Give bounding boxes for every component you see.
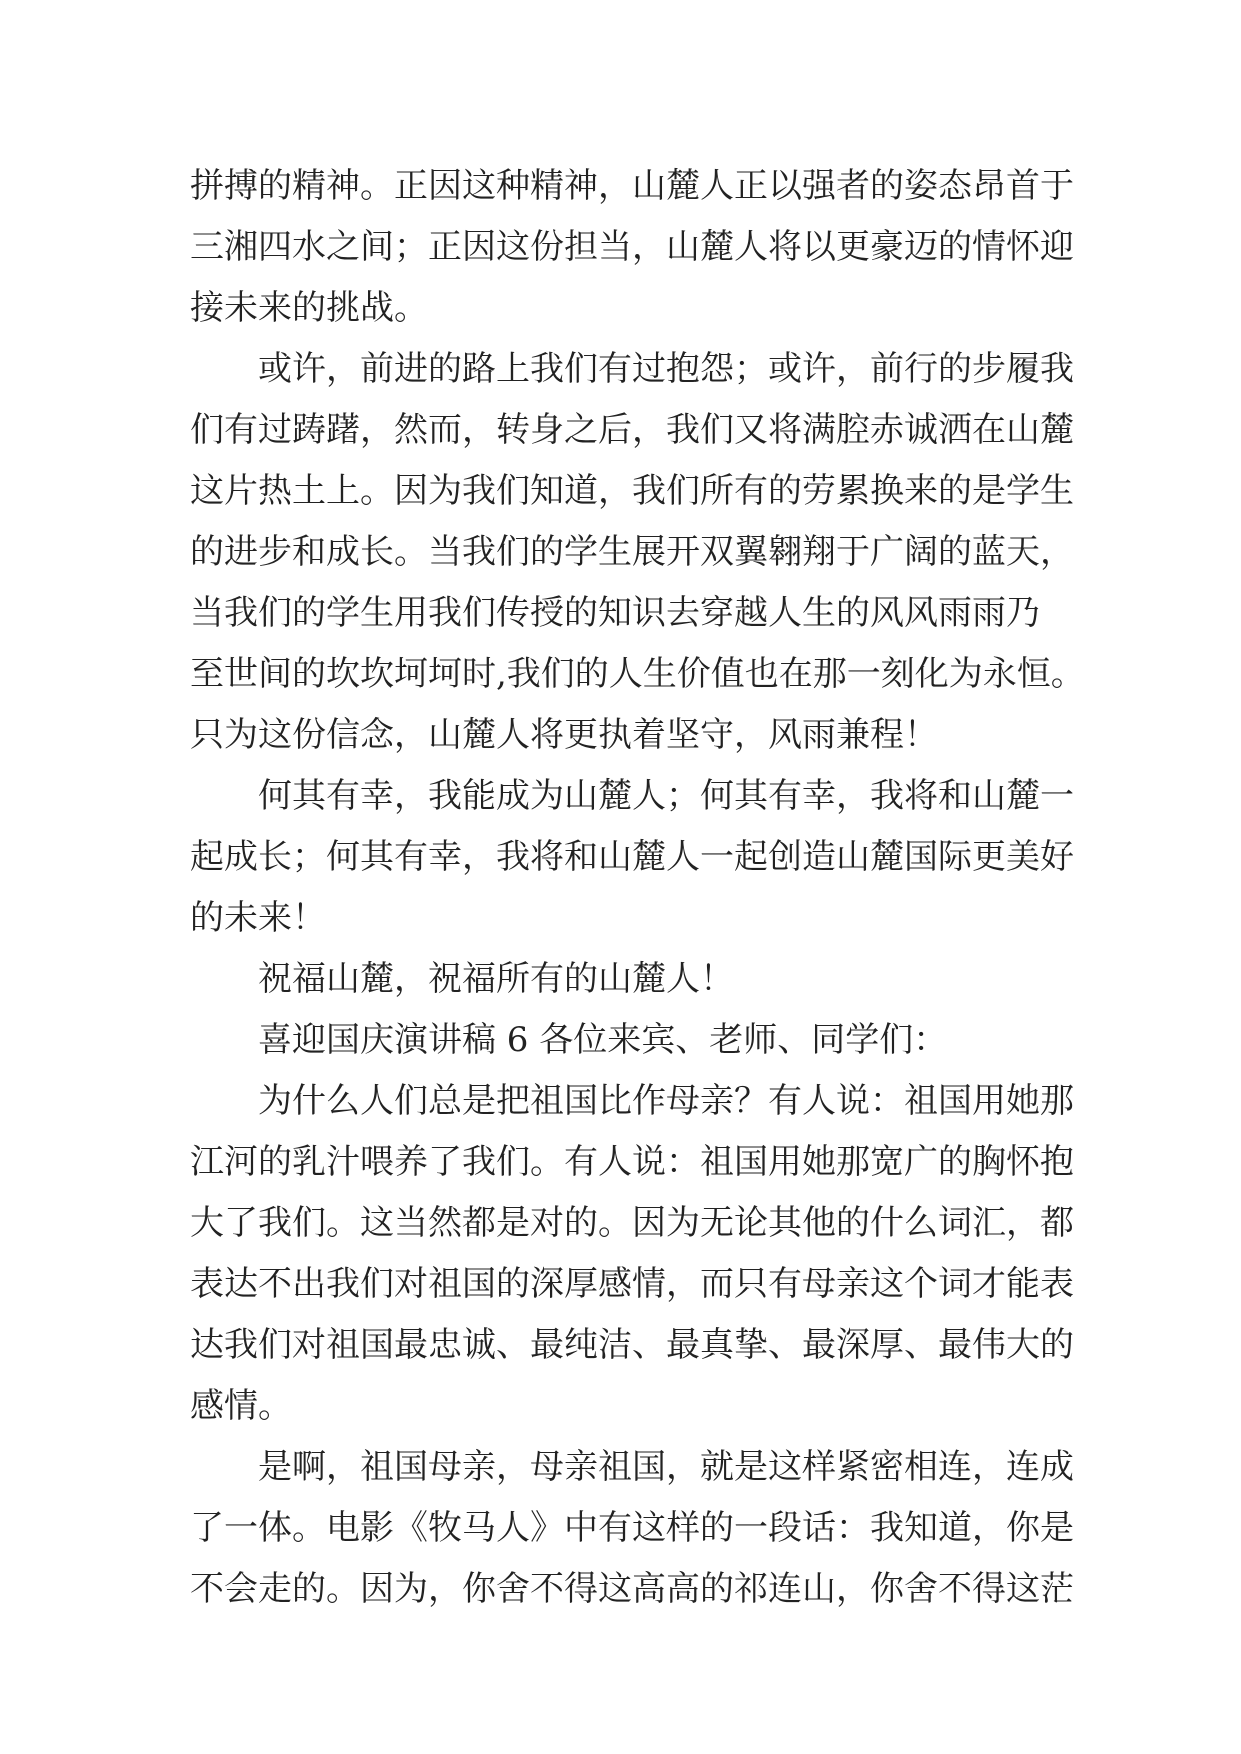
text-line: 拼搏的精神。正因这种精神，山麓人正以强者的姿态昂首于 [190, 166, 1074, 206]
text-line: 为什么人们总是把祖国比作母亲？有人说：祖国用她那 [258, 1081, 1074, 1121]
text-line: 不会走的。因为，你舍不得这高高的祁连山，你舍不得这茫 [190, 1569, 1074, 1609]
text-line: 接未来的挑战。 [190, 288, 428, 328]
text-line: 何其有幸，我能成为山麓人；何其有幸，我将和山麓一 [258, 776, 1074, 816]
text-line: 这片热土上。因为我们知道，我们所有的劳累换来的是学生 [190, 471, 1074, 511]
text-line: 江河的乳汁喂养了我们。有人说：祖国用她那宽广的胸怀抱 [190, 1142, 1074, 1182]
text-line: 三湘四水之间；正因这份担当，山麓人将以更豪迈的情怀迎 [190, 227, 1074, 267]
text-line: 的进步和成长。当我们的学生展开双翼翱翔于广阔的蓝天， [190, 532, 1074, 572]
text-line: 当我们的学生用我们传授的知识去穿越人生的风风雨雨乃 [190, 593, 1040, 633]
text-line: 起成长；何其有幸，我将和山麓人一起创造山麓国际更美好 [190, 837, 1074, 877]
text-line: 的未来！ [190, 898, 326, 938]
text-line: 喜迎国庆演讲稿 6 各位来宾、老师、同学们： [258, 1020, 948, 1060]
body-text [190, 156, 1085, 1620]
text-line: 至世间的坎坎坷坷时,我们的人生价值也在那一刻化为永恒。 [190, 654, 1085, 694]
text-line: 大了我们。这当然都是对的。因为无论其他的什么词汇，都 [190, 1203, 1074, 1243]
text-line: 表达不出我们对祖国的深厚感情，而只有母亲这个词才能表 [190, 1264, 1074, 1304]
text-line: 只为这份信念，山麓人将更执着坚守，风雨兼程！ [190, 715, 938, 755]
text-line: 祝福山麓，祝福所有的山麓人！ [258, 959, 734, 999]
text-line: 感情。 [190, 1386, 292, 1426]
text-line: 或许，前进的路上我们有过抱怨；或许，前行的步履我 [258, 349, 1074, 389]
text-line: 了一体。电影《牧马人》中有这样的一段话：我知道，你是 [190, 1508, 1074, 1548]
text-line: 是啊，祖国母亲，母亲祖国，就是这样紧密相连，连成 [258, 1447, 1074, 1487]
text-line: 们有过踌躇，然而，转身之后，我们又将满腔赤诚洒在山麓 [190, 410, 1074, 450]
text-line: 达我们对祖国最忠诚、最纯洁、最真挚、最深厚、最伟大的 [190, 1325, 1074, 1365]
